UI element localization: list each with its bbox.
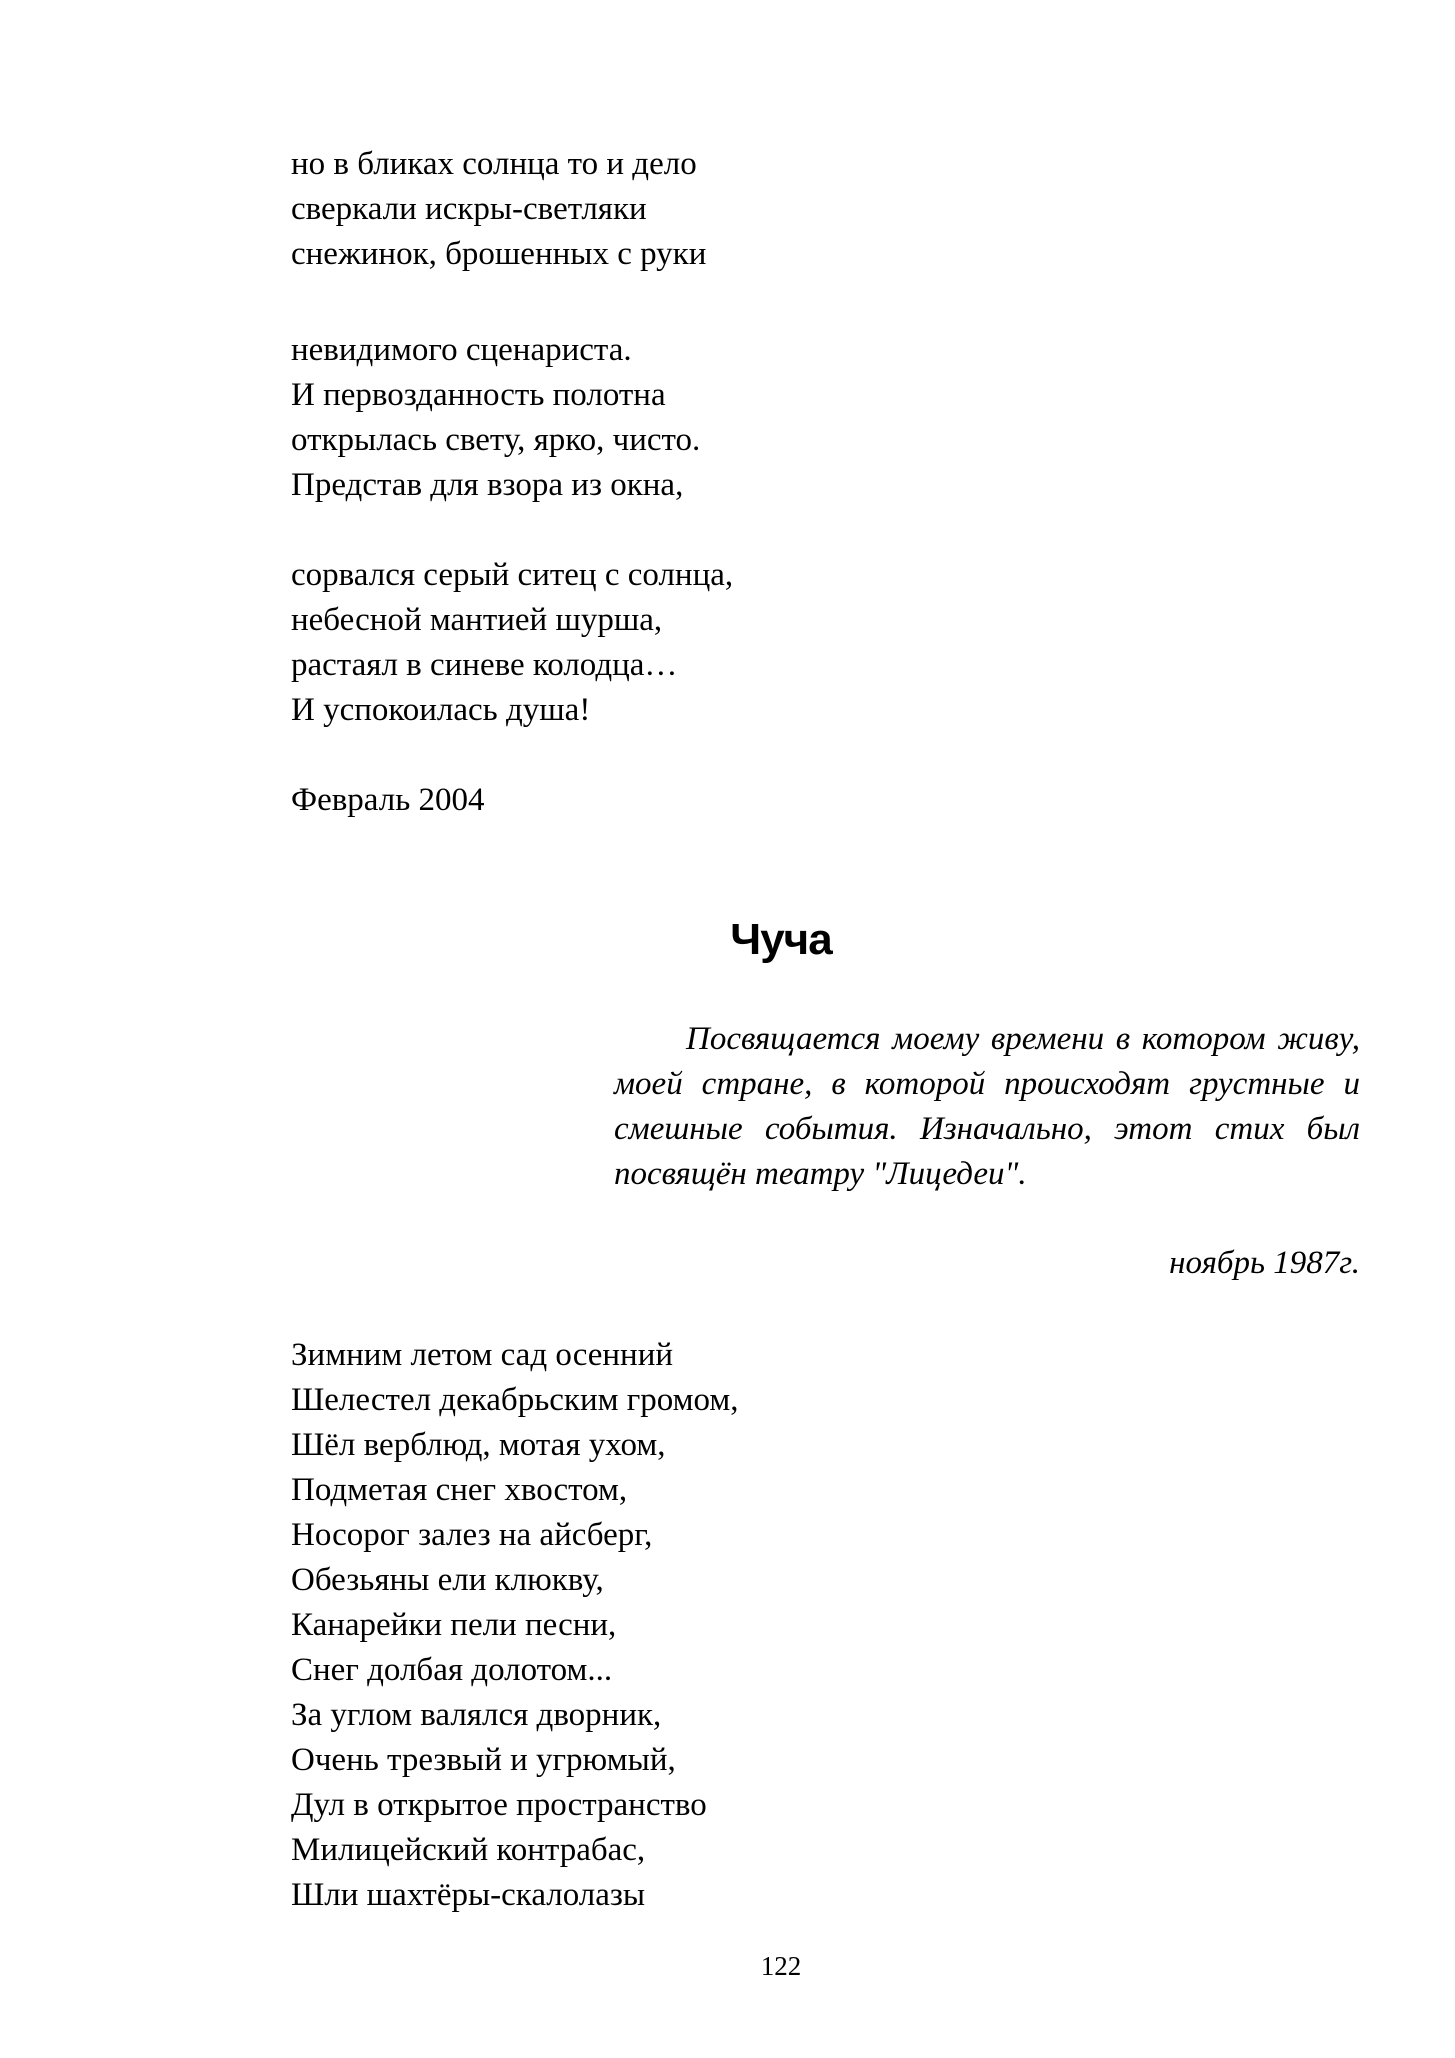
poem-line: И успокоилась душа! — [291, 692, 591, 728]
poem-line: Обезьяны ели клюкву, — [291, 1562, 604, 1598]
poem-body — [291, 1333, 739, 1918]
poem-line: Дул в открытое пространство — [291, 1787, 707, 1823]
poem-line: снежинок, брошенных с руки — [291, 236, 707, 272]
poem-stanza — [291, 553, 733, 733]
poem-line: Шёл верблюд, мотая ухом, — [291, 1427, 666, 1463]
poem-line: Представ для взора из окна, — [291, 467, 684, 503]
poem-line: Шли шахтёры-скалолазы — [291, 1877, 646, 1913]
poem-stanza — [291, 142, 706, 277]
poem-date — [291, 778, 485, 823]
poem-line: сорвался серый ситец с солнца, — [291, 557, 734, 593]
poem-line: За углом валялся дворник, — [291, 1697, 662, 1733]
poem-line: И первозданность полотна — [291, 377, 666, 413]
poem-line: Милицейский контрабас, — [291, 1832, 646, 1868]
poem-line: растаял в синеве колодца… — [291, 647, 678, 683]
poem-line: Зимним летом сад осенний — [291, 1337, 674, 1373]
poem-line: но в бликах солнца то и дело — [291, 146, 697, 182]
dedication-date: ноябрь 1987г. — [1169, 1245, 1360, 1281]
poem-line: Носорог залез на айсберг, — [291, 1517, 653, 1553]
poem-line: Подметая снег хвостом, — [291, 1472, 628, 1508]
page-number: 122 — [760, 1951, 802, 1981]
poem-dedication: Посвящается моему времени в котором живу, моей стране, в которой происходят грустные и смешные события. Изначально, этот стих был посвящён театру "Лицедеи". — [614, 1021, 1360, 1192]
poem-line: сверкали искры-светляки — [291, 191, 647, 227]
poem-title: Чуча — [730, 915, 832, 964]
poem-line: невидимого сценариста. — [291, 332, 632, 368]
poem-line: открылась свету, ярко, чисто. — [291, 422, 701, 458]
poem-date-text: Февраль 2004 — [291, 782, 485, 818]
poem-line: небесной мантией шурша, — [291, 602, 663, 638]
poem-line: Шелестел декабрьским громом, — [291, 1382, 739, 1418]
poem-line: Очень трезвый и угрюмый, — [291, 1742, 676, 1778]
poem-line: Снег долбая долотом... — [291, 1652, 613, 1688]
poem-stanza — [291, 328, 700, 508]
poem-line: Канарейки пели песни, — [291, 1607, 617, 1643]
